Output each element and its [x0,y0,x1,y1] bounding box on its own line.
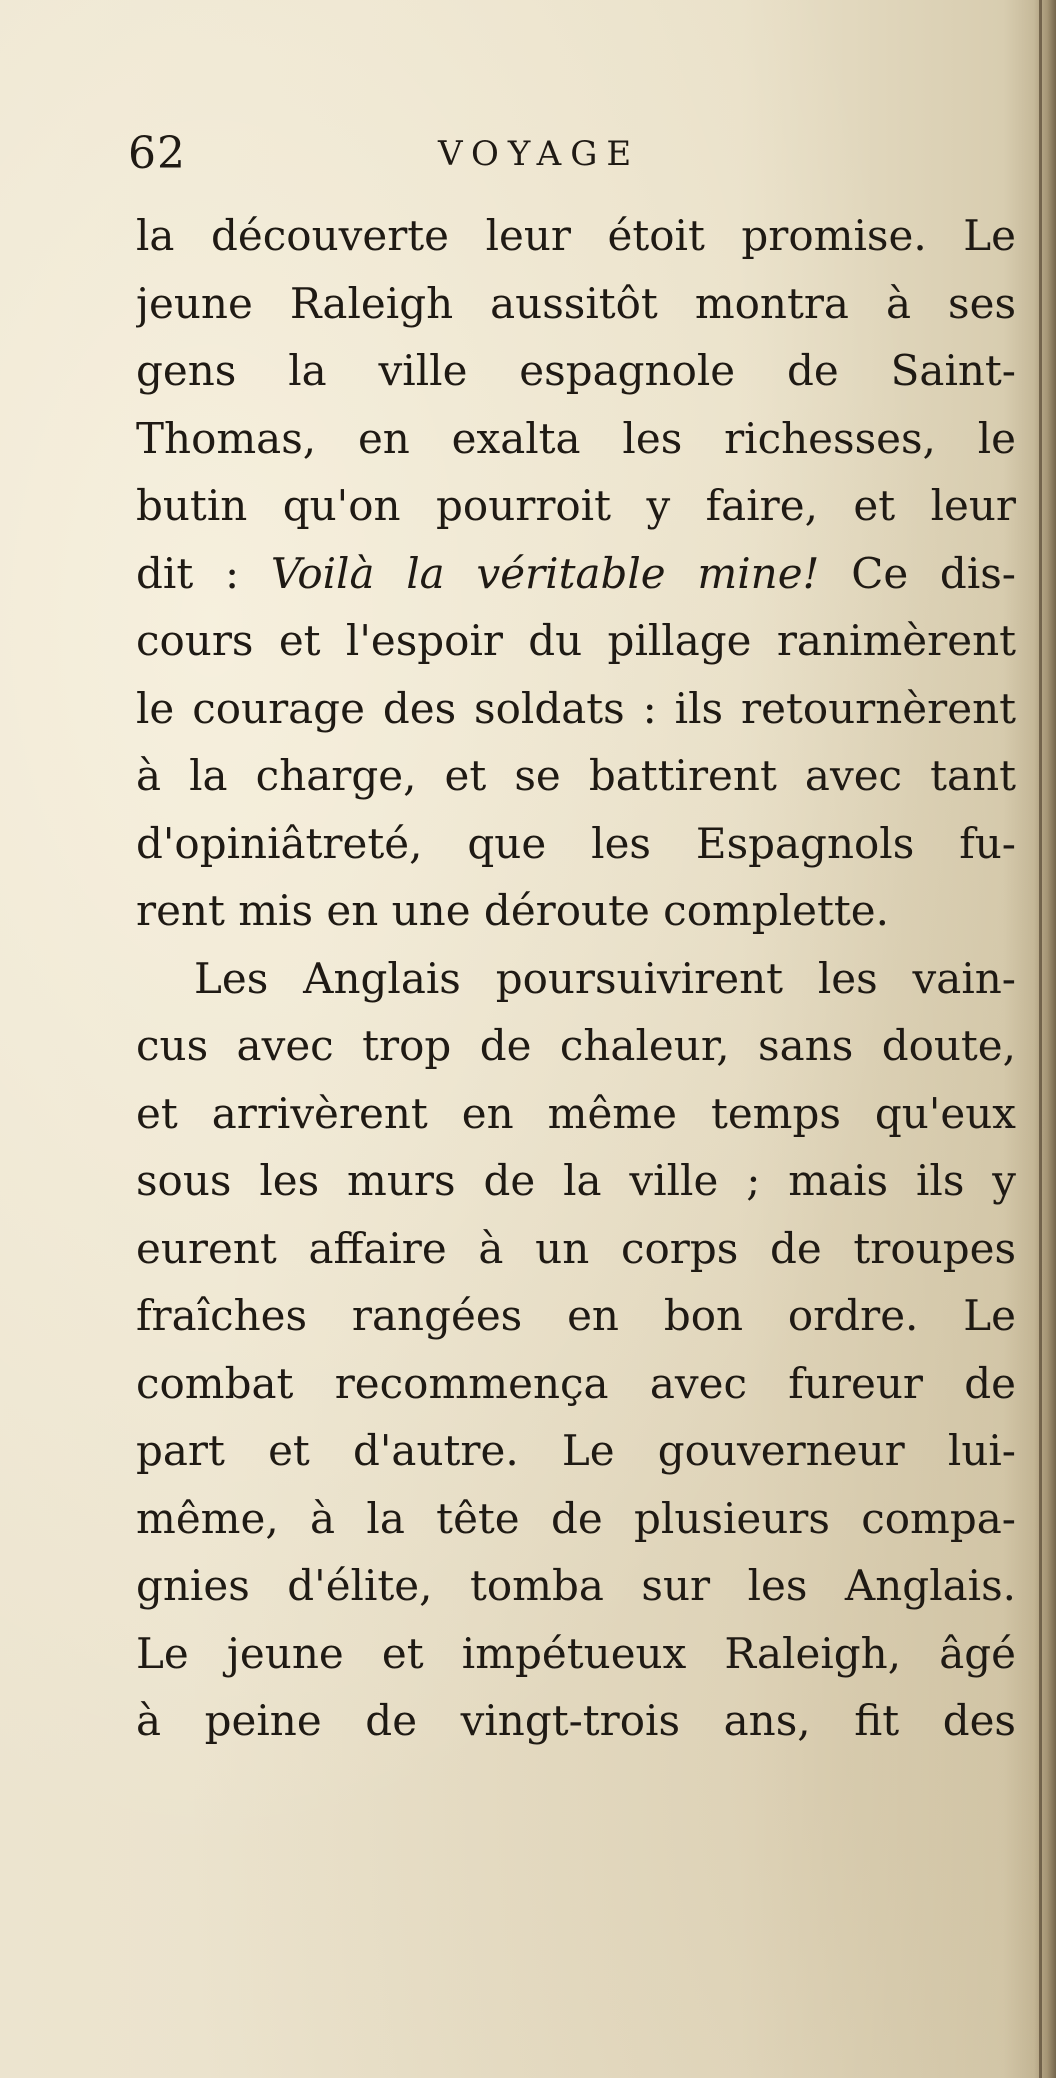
binding-edge [1034,0,1056,2078]
text-line: gnies d'élite, tomba sur les Anglais. [136,1561,1016,1610]
text-line: combat recommença avec fureur de [136,1358,1016,1408]
text-line: cours et l'espoir du pillage ranimèrent [136,616,1016,665]
text-line: Le jeune et impétueux Raleigh, âgé [136,1628,1016,1678]
text-line: fraîches rangées en bon ordre. Le [136,1291,1016,1340]
text-line: à la charge, et se battirent avec tant [136,751,1016,800]
text-line: sous les murs de la ville ; mais ils y [136,1156,1016,1205]
binding-line [1039,0,1042,2078]
text-line-end: Ce dis- [819,548,1016,598]
text-line: eurent affaire à un corps de troupes [136,1223,1016,1273]
text-line: rent mis en une déroute complette. [136,886,889,935]
text-line: jeune Raleigh aussitôt montra à ses [136,278,1016,328]
running-head: VOYAGE [438,134,641,174]
text-line: gens la ville espagnole de Saint- [136,346,1016,395]
body-text [136,202,1016,1755]
text-line: et arrivèrent en même temps qu'eux [136,1088,1016,1138]
text-line: butin qu'on pourroit y faire, et leur [136,481,1016,530]
text-line: la découverte leur étoit promise. Le [136,211,1016,260]
text-line: même, à la tête de plusieurs compa- [136,1493,1016,1543]
text-line: cus avec trop de chaleur, sans doute, [136,1021,1016,1070]
text-line: d'opiniâtreté, que les Espagnols fu- [136,818,1016,868]
text-line-start: dit : [136,548,271,598]
page-header [128,128,1028,188]
text-line: part et d'autre. Le gouverneur lui- [136,1426,1016,1475]
text-line: le courage des soldats : ils retournèrent [136,683,1016,733]
text-line: à peine de vingt-trois ans, fit des [136,1696,1016,1745]
italic-quote: Voilà la véritable mine! [270,548,820,598]
page-number: 62 [128,128,186,179]
text-line [136,540,1016,608]
text-line: Thomas, en exalta les richesses, le [136,413,1016,463]
text-line: Les Anglais poursuivirent les vain- [194,953,1016,1003]
